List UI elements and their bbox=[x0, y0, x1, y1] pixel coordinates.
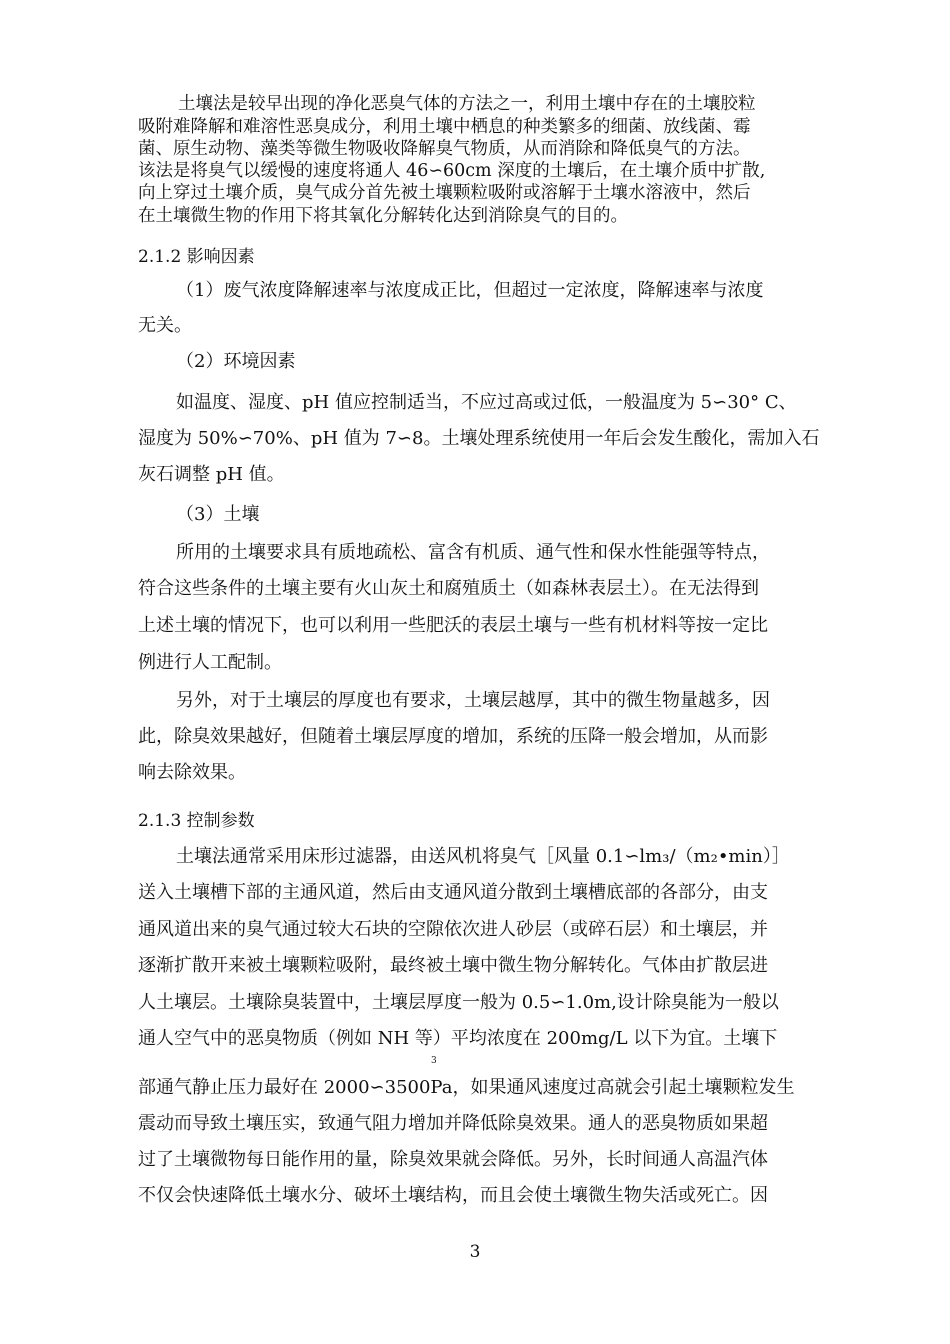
intro-line-2: 吸附难降解和难溶性恶臭成分，利用土壤中栖息的种类繁多的细菌、放线菌、霉 bbox=[138, 117, 751, 137]
factor-2-line-1: 如温度、湿度、pH 值应控制适当，不应过高或过低，一般温度为 5∽30° C、 bbox=[176, 392, 797, 413]
factor-1-line-2: 无关。 bbox=[138, 315, 192, 336]
factor-1-line-1: （1）废气浓度降解速率与浓度成正比，但超过一定浓度，降解速率与浓度 bbox=[176, 280, 764, 301]
intro-line-1: 土壤法是较早出现的净化恶臭气体的方法之一，利用土壤中存在的土壤胶粒 bbox=[178, 94, 756, 114]
control-line-9: 过了土壤微物每日能作用的量，除臭效果就会降低。另外，长时间通人高温汽体 bbox=[138, 1149, 768, 1170]
factor-3-line-3: 上述土壤的情况下，也可以利用一些肥沃的表层土壤与一些有机材料等按一定比 bbox=[138, 615, 768, 636]
factor-3-line-1: 所用的土壤要求具有质地疏松、富含有机质、通气性和保水性能强等特点， bbox=[176, 542, 770, 563]
control-line-10: 不仅会快速降低土壤水分、破坏土壤结构，而且会使土壤微生物失活或死亡。因 bbox=[138, 1185, 768, 1206]
control-line-8: 震动而导致土壤压实，致通气阻力增加并降低除臭效果。通人的恶臭物质如果超 bbox=[138, 1113, 768, 1134]
factor-3-title: （3）土壤 bbox=[176, 504, 260, 525]
factor-3-line-2: 符合这些条件的土壤主要有火山灰土和腐殖质土（如森林表层土）。在无法得到 bbox=[138, 578, 759, 599]
intro-line-3: 菌、原生动物、藻类等微生物吸收降解臭气物质，从而消除和降低臭气的方法。 bbox=[138, 139, 751, 159]
thickness-line-3: 响去除效果。 bbox=[138, 762, 246, 783]
factor-3-line-4: 例进行人工配制。 bbox=[138, 652, 282, 673]
page-number: 3 bbox=[469, 1242, 481, 1262]
intro-line-4: 该法是将臭气以缓慢的速度将通人 46∽60cm 深度的土壤后，在土壤介质中扩散, bbox=[138, 161, 766, 181]
section-heading-2-1-3: 2.1.3 控制参数 bbox=[138, 811, 255, 831]
factor-2-line-2: 湿度为 50%∽70%、pH 值为 7∽8。土壤处理系统使用一年后会发生酸化，需加入石 bbox=[138, 428, 820, 449]
control-line-2: 送入土壤槽下部的主通风道，然后由支通风道分散到土壤槽底部的各部分，由支 bbox=[138, 882, 768, 903]
section-heading-2-1-2: 2.1.2 影响因素 bbox=[138, 247, 255, 267]
control-line-4: 逐渐扩散开来被土壤颗粒吸附，最终被土壤中微生物分解转化。气体由扩散层进 bbox=[138, 955, 768, 976]
thickness-line-2: 此，除臭效果越好，但随着土壤层厚度的增加，系统的压降一般会增加，从而影 bbox=[138, 726, 768, 747]
factor-2-title: （2）环境因素 bbox=[176, 351, 296, 372]
control-line-3: 通风道出来的臭气通过较大石块的空隙依次进人砂层（或碎石层）和土壤层，并 bbox=[138, 919, 768, 940]
control-line-1: 土壤法通常采用床形过滤器，由送风机将臭气［风量 0.1∽lm₃/（m₂•min）］ bbox=[176, 846, 790, 867]
thickness-line-1: 另外，对于土壤层的厚度也有要求，土壤层越厚，其中的微生物量越多，因 bbox=[176, 690, 770, 711]
intro-line-6: 在土壤微生物的作用下将其氧化分解转化达到消除臭气的目的。 bbox=[138, 206, 628, 226]
factor-2-line-3: 灰石调整 pH 值。 bbox=[138, 464, 285, 485]
intro-line-5: 向上穿过土壤介质，臭气成分首先被土壤颗粒吸附或溶解于土壤水溶液中，然后 bbox=[138, 183, 751, 203]
nh3-subscript: 3 bbox=[431, 1056, 437, 1066]
control-line-6: 通人空气中的恶臭物质（例如 NH 等）平均浓度在 200mg/L 以下为宜。土壤下 bbox=[138, 1028, 778, 1049]
control-line-5: 人土壤层。土壤除臭装置中，土壤层厚度一般为 0.5∽1.0m,设计除臭能为一般以 bbox=[138, 992, 779, 1013]
control-line-7: 部通气静止压力最好在 2000∽3500Pa，如果通风速度过高就会引起土壤颗粒发生 bbox=[138, 1077, 795, 1098]
